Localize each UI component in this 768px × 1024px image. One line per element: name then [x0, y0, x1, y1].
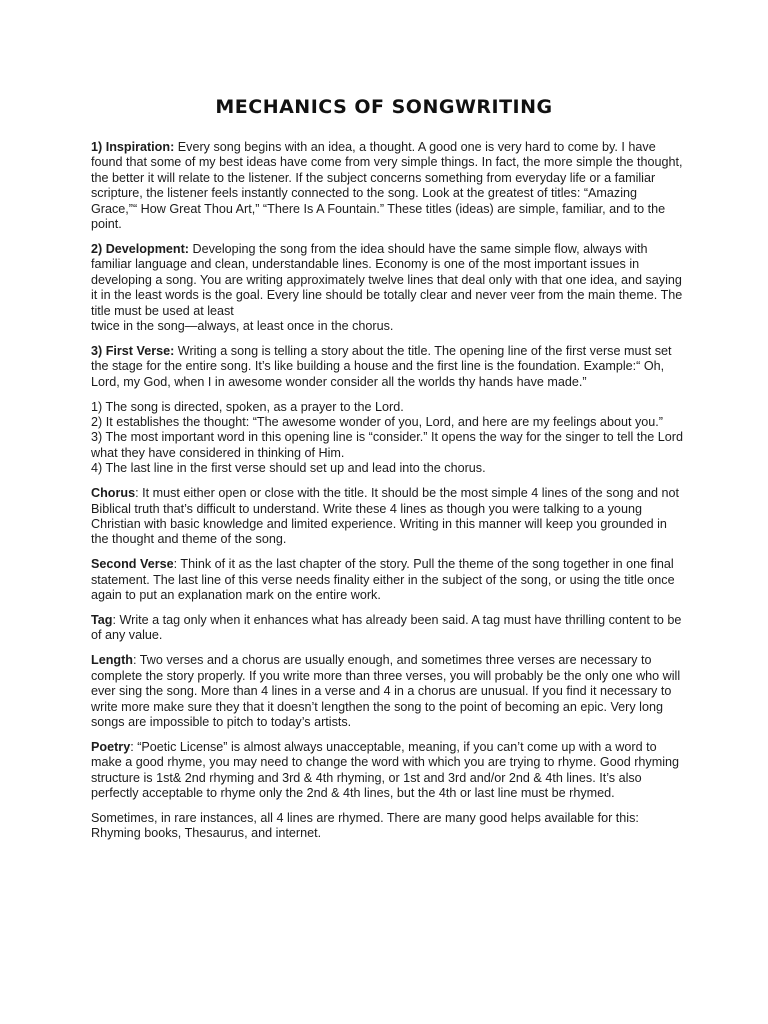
section-text-first-verse: Writing a song is telling a story about the title. The opening line of the first verse must set the stage for the entire song. It’s like building a house and the first line is the foundation. Example:“ Oh, Lord, my God, when I in awesome wonder consider all the worlds thy hands have made.” [91, 343, 672, 389]
section-label-inspiration: 1) Inspiration: [91, 140, 175, 154]
paragraph-inspiration [91, 140, 686, 232]
list-item: 3) The most important word in this opening line is “consider.” It opens the way for the singer to tell the Lord what they have considered in thinking of Him. [91, 430, 683, 460]
paragraph-closing [91, 811, 686, 842]
section-label-poetry: Poetry [91, 739, 131, 754]
first-verse-points [91, 400, 686, 477]
paragraph-second-verse [91, 557, 686, 603]
section-text-inspiration: Every song begins with an idea, a thought. A good one is very hard to come by. I have found that some of my best ideas have come from very simple things. In fact, the more simple the thought, the better it will relate to the listener. If the subject concerns something from everyday life or a familiar scripture, the listener feels instantly connected to the song. Look at the greatest of titles: “Amazing Grace,”“ How Great Thou Art,” “There Is A Fountain.” These titles (ideas) are simple, familiar, and to the point. [91, 140, 683, 232]
section-label-first-verse: 3) First Verse: [91, 343, 175, 358]
paragraph-chorus [91, 486, 686, 548]
section-label-length: Length [91, 653, 133, 668]
paragraph-poetry [91, 740, 686, 802]
section-label-development: 2) Development: [91, 241, 189, 256]
list-item: 1) The song is directed, spoken, as a prayer to the Lord. [91, 399, 404, 414]
paragraph-development [91, 242, 686, 334]
section-text-tag: : Write a tag only when it enhances what has already been said. A tag must have thrilling content to be of any value. [91, 612, 682, 643]
paragraph-first-verse [91, 344, 686, 390]
section-label-chorus: Chorus [91, 486, 136, 501]
section-text-poetry: : “Poetic License” is almost always unacceptable, meaning, if you can’t come up with a word to make a good rhyme, you may need to change the word with which you are trying to rhyme. Good rhyming structure is 1st& 2nd rhyming and 3rd & 4th rhyming, or 1st and 3rd and/or 2nd & 4th lines. It’s also perfectly acceptable to rhyme only the 2nd & 4th lines, but the 4th or last line must be rhymed. [91, 739, 680, 801]
document-body [91, 140, 686, 851]
page-title: MECHANICS OF SONGWRITING [215, 96, 553, 118]
section-text-length: : Two verses and a chorus are usually enough, and sometimes three verses are necessary to complete the story properly. If you write more than three verses, you will probably be the only one who will ever sing the song. More than 4 lines in a verse and 4 in a chorus are unusual. If you find it necessary to write more make sure they that it doesn’t lengthen the song to the point of becoming an epic. Very long songs are impossible to pitch to today’s artists. [91, 653, 681, 729]
section-label-tag: Tag [91, 612, 113, 627]
section-text-second-verse: : Think of it as the last chapter of the story. Pull the theme of the song together in one final statement. The last line of this verse needs finality either in the subject of the song, or using the title once again to put an explanation mark on the entire work. [91, 557, 675, 603]
section-text-development: Developing the song from the idea should have the same simple flow, always with familiar language and clean, understandable lines. Economy is one of the most important issues in developing a song. You are writing approximately twelve lines that deal only with that one idea, and saying it in the least words is the goal. Every line should be totally clear and never veer from the main theme. The title must be used at least twice in the song—always, at least once in the chorus. [91, 241, 683, 333]
section-label-second-verse: Second Verse [91, 557, 174, 572]
paragraph-length [91, 653, 686, 730]
paragraph-tag [91, 613, 686, 644]
list-item: 2) It establishes the thought: “The awesome wonder of you, Lord, and here are my feelings about you.” [91, 415, 663, 429]
section-text-closing: Sometimes, in rare instances, all 4 lines are rhymed. There are many good helps available for this: Rhyming books, Thesaurus, and internet. [91, 810, 639, 841]
section-text-chorus: : It must either open or close with the title. It should be the most simple 4 lines of the song and not Biblical truth that’s difficult to understand. Write these 4 lines as though you were talking to a young Christian with basic knowledge and limited experience. Writing in this manner will keep you grounded in the thought and theme of the song. [91, 486, 680, 547]
list-item: 4) The last line in the first verse should set up and lead into the chorus. [91, 461, 486, 476]
